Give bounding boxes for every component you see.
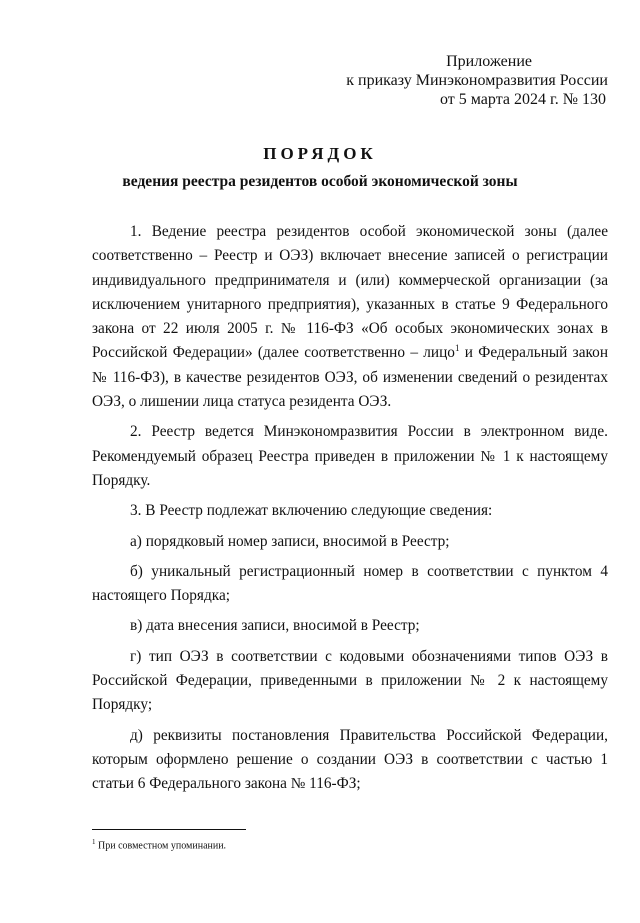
list-item-d: д) реквизиты постановления Правительства Российской Федерации, которым оформлено решение о создании ОЭЗ в соответствии с частью 1 статьи 6 Федерального закона № 116-ФЗ;: [92, 726, 608, 793]
order-date-number: от 5 марта 2024 г. № 130: [440, 91, 606, 108]
document-title: ПОРЯДОК: [263, 144, 377, 163]
paragraph-1: [92, 220, 608, 414]
document-body: [92, 220, 608, 797]
document-subtitle: ведения реестра резидентов особой экономической зоны: [122, 173, 518, 190]
footnote-reference: 1: [454, 343, 460, 354]
footnote-text: При совместном упоминании.: [95, 840, 227, 852]
footnote: [92, 836, 226, 852]
list-item-a: а) порядковый номер записи, вносимой в Реестр;: [130, 532, 450, 550]
footnote-divider: [92, 829, 246, 830]
list-item-v: в) дата внесения записи, вносимой в Реестр;: [130, 617, 420, 635]
list-item-g: г) тип ОЭЗ в соответствии с кодовыми обозначениями типов ОЭЗ в Российской Федерации, приведенными в приложении № 2 к настоящему Порядку;: [92, 647, 608, 714]
order-reference: к приказу Минэкономразвития России: [346, 72, 608, 89]
footnote-marker: 1: [92, 838, 96, 846]
paragraph-3: 3. В Реестр подлежат включению следующие сведения:: [130, 502, 493, 520]
paragraph-1-text-cont: и Федеральный закон № 116-ФЗ), в качестве резидентов ОЭЗ, об изменении сведений о резидентах ОЭЗ, о лишении лица статуса резидента ОЭЗ.: [92, 344, 609, 411]
list-item-b: б) уникальный регистрационный номер в соответствии с пунктом 4 настоящего Порядка;: [92, 562, 608, 605]
paragraph-1-text: 1. Ведение реестра резидентов особой экономической зоны (далее соответственно – Реестр и ОЭЗ) включает внесение записей о регистрации индивидуального предпринимателя и (или) коммерческой организации (за исключением унитарного предприятия), указанных в статье 9 Федерального закона от 22 июля 2005 г. № 116-ФЗ «Об особых экономических зонах в Российской Федерации» (далее соответственно – лицо: [92, 223, 608, 362]
appendix-header: [308, 52, 608, 109]
paragraph-2: 2. Реестр ведется Минэкономразвития России в электронном виде. Рекомендуемый образец Реестра приведен в приложении № 1 к настоящему Порядку.: [92, 423, 608, 489]
appendix-label: Приложение: [446, 53, 532, 70]
